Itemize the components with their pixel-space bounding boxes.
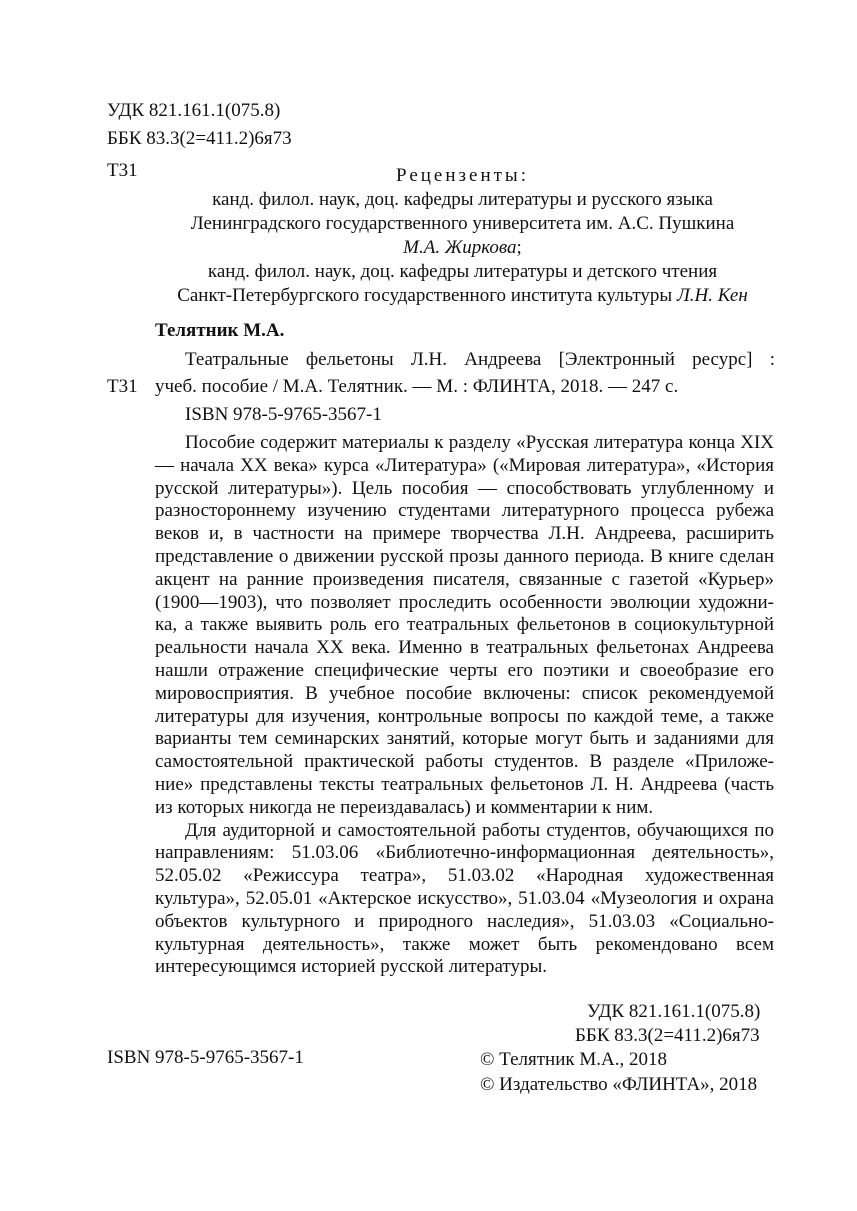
reviewer-1-name-line [150,236,775,260]
reviewer-1-position: канд. филол. наук, доц. кафедры литературы и русского языка [212,189,713,210]
abstract-paragraph-1: Пособие содержит материалы к разделу «Русская литература конца XIX — начала XX века» курса «Литература» («Мировая литература», «История русской литературы»). Цель пособия — способствовать углубленному и разностороннему изучению студентами литературного процесса рубежа веков и, в частности на примере творчества Л.Н. Андреева, расширить представление о движении русской прозы данного периода. В книге сделан акцент на ранние произведения писателя, связанные с газетой «Курьер» (1900—1903), что позволяет проследить особенности эволюции художни-ка, а также выявить роль его театральных фельетонов в социокультурной реальности начала XX века. Именно в театральных фельетонах Андреева нашли отражение специфические черты его поэтики и своеобразие его мировосприятия. В учебное пособие включены: список рекомендуемой литературы для изучения, контрольные вопросы по каждой теме, а также варианты тем семинарских занятий, которые могут быть и заданиями для самостоятельной практической работы студентов. В разделе «Приложе-ние» представлены тексты театральных фельетонов Л. Н. Андреева (часть из которых никогда не переиздавалась) и комментарии к ним. [155,432,774,818]
abstract-paragraph-2: Для аудиторной и самостоятельной работы студентов, обучающихся по направлениям: 51.03.06 «Библиотечно-информационная деятельность», 52.05.02 «Режиссура театра», 51.03.02 «Народная художественная культура», 52.05.01 «Актерское искусство», 51.03.04 «Музеология и охрана объектов культурного и природного наследия», 51.03.03 «Социально-культурная деятельность», также может быть рекомендовано всем интересующимся историей русской литературы. [155,819,774,978]
reviewer-2-position: канд. филол. наук, доц. кафедры литературы и детского чтения [207,261,718,282]
bbk-code-bottom: ББК 83.3(2=411.2)6я73 [575,1025,760,1046]
author-mark-mid: Т31 [107,376,138,397]
udk-code: УДК 821.161.1(075.8) [107,100,281,121]
reviewer-1-name: М.А. Жиркова [403,237,517,258]
bibliographic-description [155,346,775,400]
abstract [155,432,774,979]
udk-bbk-footer [575,1000,760,1048]
biblio-title-line: Театральные фельетоны Л.Н. Андреева [Электронный ресурс] : [185,349,775,370]
udk-code-bottom: УДК 821.161.1(075.8) [587,1001,761,1022]
author-mark-top: Т31 [107,160,138,181]
reviewer-separator: ; [516,237,522,258]
reviewers-heading: Рецензенты: [396,165,529,186]
reviewer-2-institution-line [150,284,775,308]
reviewer-2-name: Л.Н. Кен [676,285,748,306]
biblio-publication-line: учеб. пособие / М.А. Телятник. — М. : ФЛИНТА, 2018. — 247 с. [155,376,679,397]
isbn-in-description: ISBN 978-5-9765-3567-1 [185,404,382,425]
copyright-author: © Телятник М.А., 2018 [480,1049,667,1070]
author-heading: Телятник М.А. [155,320,285,341]
copyright-publisher: © Издательство «ФЛИНТА», 2018 [480,1074,758,1095]
udk-bbk-header [107,97,292,153]
reviewer-1-institution: Ленинградского государственного университета им. А.С. Пушкина [190,213,735,234]
reviewer-2-institution: Санкт-Петербургского государственного института культуры [177,285,673,306]
copyright-block [480,1047,757,1097]
isbn-footer: ISBN 978-5-9765-3567-1 [107,1047,304,1068]
bbk-code: ББК 83.3(2=411.2)6я73 [107,128,292,149]
reviewers-block [150,164,775,308]
